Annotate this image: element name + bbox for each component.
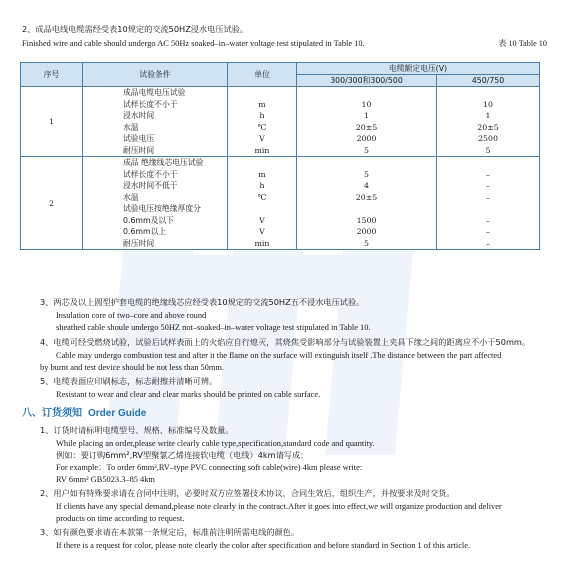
unit-text xyxy=(228,87,296,99)
header-rated-voltage: 电缆额定电压(V) xyxy=(297,63,540,75)
condition-text: 耐压时间 xyxy=(123,238,155,248)
value-text: – xyxy=(486,181,490,190)
voltage-test-table xyxy=(20,62,540,250)
order-guide-title-cn: 八、订货须知 xyxy=(22,408,82,419)
note-4-en-1: Cable may undergo combustion test and after it the flame on the surface will extinguish itself .The distance between the part affected xyxy=(56,351,502,360)
condition-text: 试样长度不小于 xyxy=(123,169,178,179)
guide-example-code: RV 6mm² GB5023.3–85 4km xyxy=(56,475,155,484)
note-3-cn: 3、两芯及以上圆型护套电缆的绝缘线芯应经受表10规定的交流50HZ五不浸水电压试验。 xyxy=(40,297,365,307)
note-5-cn: 5、电缆表面应印刷标志，标志耐擦并清晰可辨。 xyxy=(40,376,218,386)
unit-text: ℃ xyxy=(257,192,267,202)
order-guide-title-en: Order Guide xyxy=(88,408,147,419)
value-text: – xyxy=(486,238,490,248)
guide-1-en: While placing an order,please write clearly cable type,specification,standard code and quantity. xyxy=(56,439,375,448)
value-text: 5 xyxy=(364,169,369,179)
header-no: 序号 xyxy=(21,63,83,87)
value-text xyxy=(297,157,436,169)
unit-text: V xyxy=(259,134,265,143)
intro-en: Finished wire and cable should undergo AC 50Hz soaked–in–water voltage test stipulated in Table 10. xyxy=(22,39,365,48)
value-text: 5 xyxy=(485,145,491,155)
intro-cn: 2、成品电线电缆需经受表10规定的交流50HZ浸水电压试验。 xyxy=(22,24,249,34)
unit-text: m xyxy=(258,169,266,179)
guide-example-cn: 例如：要订购6mm²,RV型聚氯乙烯连接软电缆（电线）4km请写成： xyxy=(56,450,309,460)
value-text: 1 xyxy=(364,111,369,120)
condition-text: 试样长度不小于 xyxy=(123,99,178,109)
value-text: 20±5 xyxy=(355,192,378,202)
guide-example-en: For example：To order 6mm²,RV–type PVC connecting soft cable(wire) 4km please write: xyxy=(56,463,363,472)
value-text: 4 xyxy=(364,181,369,190)
value-text: 2500 xyxy=(478,134,498,143)
condition-text: 成品电缆电压试验 xyxy=(123,88,186,97)
condition-text: 浸水时间 xyxy=(123,111,155,120)
value-text: 10 xyxy=(483,99,493,109)
guide-2-en-2: products on time according to request. xyxy=(56,514,185,523)
header-voltage-2: 450/750 xyxy=(437,75,540,87)
value-text xyxy=(297,203,436,215)
value-text: 5 xyxy=(364,238,369,248)
order-guide-heading xyxy=(22,404,146,419)
unit-text xyxy=(228,157,296,169)
value-text: – xyxy=(486,227,490,236)
condition-text: 浸水时间不低于 xyxy=(123,181,178,190)
value-text: – xyxy=(486,215,490,225)
condition-text: 0.6mm以上 xyxy=(123,227,167,236)
value-text: 5 xyxy=(364,145,369,155)
condition-text: 成品 绝缘线芯电压试验 xyxy=(123,158,204,167)
condition-text: 试验电压 xyxy=(123,134,155,143)
condition-text: 耐压时间 xyxy=(123,145,155,155)
unit-text: ℃ xyxy=(257,122,267,132)
note-3-en-1: Insulation core of two–core and above round xyxy=(56,311,207,320)
condition-text: 水温 xyxy=(123,192,139,202)
note-4-cn: 4、电缆可经受燃烧试验，试验后试样表面上的火焰应自行熄灭，其烧焦受影响部分与试验装置上夹具下缘之间的距离应不小于50mm。 xyxy=(40,337,531,347)
header-unit: 单位 xyxy=(228,63,297,87)
unit-text: m xyxy=(258,99,266,109)
value-text: 1500 xyxy=(356,215,377,225)
note-4-en-2: by burnt and test device should be not less than 50mm. xyxy=(40,363,224,372)
value-text xyxy=(437,157,539,169)
note-5-en: Resistant to wear and clear and clear marks should be printed on cable surface. xyxy=(56,390,321,399)
table-row xyxy=(21,87,540,157)
condition-text: 试验电压按绝缘厚度分 xyxy=(123,204,201,213)
value-text: 2000 xyxy=(356,134,377,143)
row-number: 2 xyxy=(21,157,83,250)
header-conditions: 试验条件 xyxy=(83,63,228,87)
unit-text xyxy=(228,203,296,215)
value-text: 2000 xyxy=(356,227,377,236)
value-text xyxy=(437,203,539,215)
unit-text: V xyxy=(259,215,265,225)
value-text: 10 xyxy=(361,99,372,109)
value-text: 1 xyxy=(485,111,491,120)
note-3-en-2: sheathed cable shoule undergo 50HZ not–soaked–in–water voltage test stipulated in Table 10. xyxy=(56,323,371,332)
row-number: 1 xyxy=(21,87,83,157)
value-text: 20±5 xyxy=(355,122,378,132)
condition-text: 0.6mm及以下 xyxy=(123,215,174,225)
value-text: – xyxy=(486,192,490,202)
value-text xyxy=(437,87,539,99)
table-label: 表 10 Table 10 xyxy=(498,39,547,48)
guide-3-en: If there is a request for color, please note clearly the color after specification and before standard in Section 1 of this article. xyxy=(56,541,471,550)
value-text: 20±5 xyxy=(477,122,499,132)
table-row xyxy=(21,157,540,250)
unit-text: min xyxy=(254,145,270,155)
condition-text: 水温 xyxy=(123,122,139,132)
unit-text: h xyxy=(259,111,265,120)
value-text xyxy=(297,87,436,99)
guide-2-en-1: If clients have any special demand,please note clearly in the contract.After it goes into effect,we will organize production and deliver xyxy=(56,502,502,511)
unit-text: h xyxy=(259,181,265,190)
guide-2-cn: 2、用户如有特殊要求请在合同中注明，必要时双方应签署技术协议，合同生效后，组织生产，并按要求及时交货。 xyxy=(40,488,455,498)
header-voltage-1: 300/300和300/500 xyxy=(297,75,437,87)
guide-1-cn: 1、订货时请标明电缆型号、规格、标准编号及数量。 xyxy=(40,425,234,435)
unit-text: V xyxy=(259,227,265,236)
unit-text: min xyxy=(254,238,270,248)
value-text: – xyxy=(486,169,490,179)
guide-3-cn: 3、如有颜色要求请在本款第一条规定后，标准前注明所需电线的颜色。 xyxy=(40,527,300,537)
